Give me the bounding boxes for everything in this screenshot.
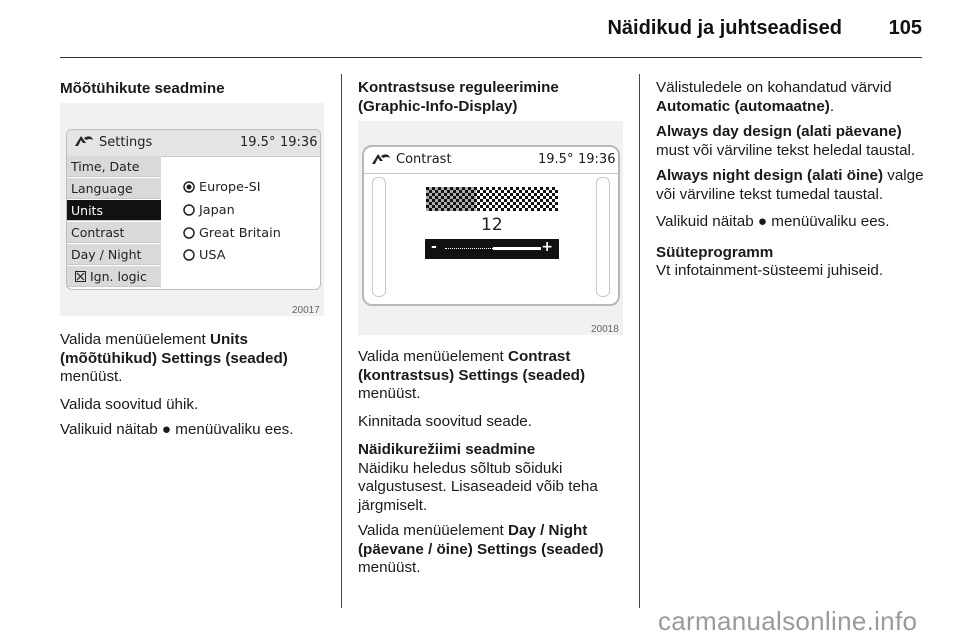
menu-item-language[interactable]: Language (67, 178, 161, 199)
radio-option-usa[interactable] (183, 248, 225, 263)
text: Valida menüüelement (358, 348, 508, 365)
paragraph (656, 79, 924, 116)
page-number: 105 (888, 17, 922, 39)
paragraph: Kinnitada soovitud seade. (358, 412, 532, 430)
text: menüüst. (358, 559, 421, 576)
slider-plus[interactable]: + (541, 239, 553, 255)
text: Valikuid näitab (60, 421, 162, 438)
text: Valida menüüelement (60, 331, 210, 348)
menu-item-ign-logic[interactable] (67, 266, 161, 287)
checkbox-crossed-icon (75, 271, 86, 282)
text: menüüvaliku ees. (767, 213, 890, 230)
radio-empty-icon (183, 204, 195, 216)
paragraph (656, 213, 924, 232)
screen-title-bar (364, 147, 618, 174)
menu-item-label: Ign. logic (89, 269, 147, 284)
clock: 19:36 (578, 152, 616, 167)
paragraph (656, 167, 924, 204)
radio-label: Europe-SI (199, 180, 261, 195)
text: menüüst. (358, 385, 421, 402)
bold-text: Automatic (automaatne) (656, 97, 830, 115)
bold-text: Contrast (kontrastsus) Settings (seaded) (358, 348, 586, 384)
paragraph (358, 522, 628, 578)
radio-option-europe-si[interactable] (183, 180, 261, 195)
column-1-text (60, 331, 330, 440)
screen-title: Settings (99, 135, 153, 150)
bold-text: Always night design (alati öine) (656, 167, 883, 184)
radio-label: Great Britain (199, 226, 281, 241)
contrast-screen (362, 145, 620, 306)
screen-title: Contrast (396, 152, 452, 167)
slider-fill (493, 247, 541, 250)
section-heading: Kontrastsuse reguleerimine (Graphic-Info-Display) (358, 79, 559, 115)
settings-logo-icon (73, 133, 95, 153)
menu-item-contrast[interactable]: Contrast (67, 222, 161, 243)
text: Valida menüüelement (358, 522, 508, 539)
radio-option-japan[interactable] (183, 203, 235, 218)
paragraph: Valida soovitud ühik. (60, 395, 199, 413)
column-divider (639, 74, 640, 608)
paragraph (60, 421, 330, 440)
bold-text: Units (mõõtühikud) Settings (seaded) (60, 331, 288, 367)
paragraph (60, 331, 330, 387)
column-2-text (358, 348, 628, 578)
menu-item-time-date[interactable]: Time, Date (67, 156, 161, 177)
temperature: 19.5° (240, 135, 276, 150)
contrast-logo-icon (370, 151, 392, 171)
scroll-indicator-left (372, 177, 386, 297)
paragraph (656, 123, 924, 160)
text: valge või värviline tekst tumedal taustal. (656, 167, 924, 203)
menu-item-units[interactable]: Units (67, 200, 161, 221)
scroll-indicator-right (596, 177, 610, 297)
header-rule (60, 57, 922, 58)
bullet-icon: ● (757, 213, 768, 230)
bold-text: Always day design (alati päevane) (656, 123, 902, 140)
section-heading: Näidikurežiimi seadmine (358, 441, 536, 458)
text: menüüvaliku ees. (171, 421, 294, 438)
radio-label: USA (199, 248, 226, 263)
section-heading: Mõõtühikute seadmine (60, 80, 225, 97)
menu-item-day-night[interactable]: Day / Night (67, 244, 161, 265)
radio-label: Japan (199, 203, 235, 218)
screen-title-bar (67, 130, 320, 157)
slider-minus[interactable]: - (431, 239, 437, 255)
text: . (829, 97, 835, 115)
text: menüüst. (60, 368, 123, 385)
text: Välistuledele on kohandatud värvid (656, 79, 892, 96)
column-divider (341, 74, 342, 608)
radio-option-great-britain[interactable] (183, 226, 281, 241)
section-heading: Süüteprogramm (656, 243, 774, 261)
contrast-pattern (426, 187, 558, 211)
header-title: Näidikud ja juhtseadised (607, 17, 842, 39)
slider-dotted-track (445, 248, 493, 249)
column-3-text (656, 79, 924, 281)
page-header (0, 0, 960, 64)
figure-number: 20017 (292, 305, 320, 316)
radio-filled-icon (183, 181, 195, 193)
watermark: carmanualsonline.info (658, 606, 918, 636)
contrast-value: 12 (481, 215, 503, 235)
temperature: 19.5° (538, 152, 574, 167)
figure-number: 20018 (591, 324, 619, 335)
bold-text: Day / Night (päevane / öine) Settings (seaded) (358, 522, 604, 558)
clock: 19:36 (280, 135, 318, 150)
text: Valikuid näitab (656, 213, 758, 230)
settings-screen (66, 129, 321, 290)
paragraph: Näidiku heledus sõltub sõiduki valgustusest. Lisaseadeid võib teha järgmiselt. (358, 459, 598, 514)
contrast-slider[interactable] (425, 239, 559, 259)
text: must või värviline tekst heledal taustal. (656, 141, 916, 159)
radio-empty-icon (183, 227, 195, 239)
bullet-icon: ● (161, 421, 172, 438)
paragraph: Vt infotainment-süsteemi juhiseid. (656, 262, 884, 279)
column-2 (358, 79, 623, 116)
paragraph (358, 348, 628, 404)
radio-empty-icon (183, 249, 195, 261)
